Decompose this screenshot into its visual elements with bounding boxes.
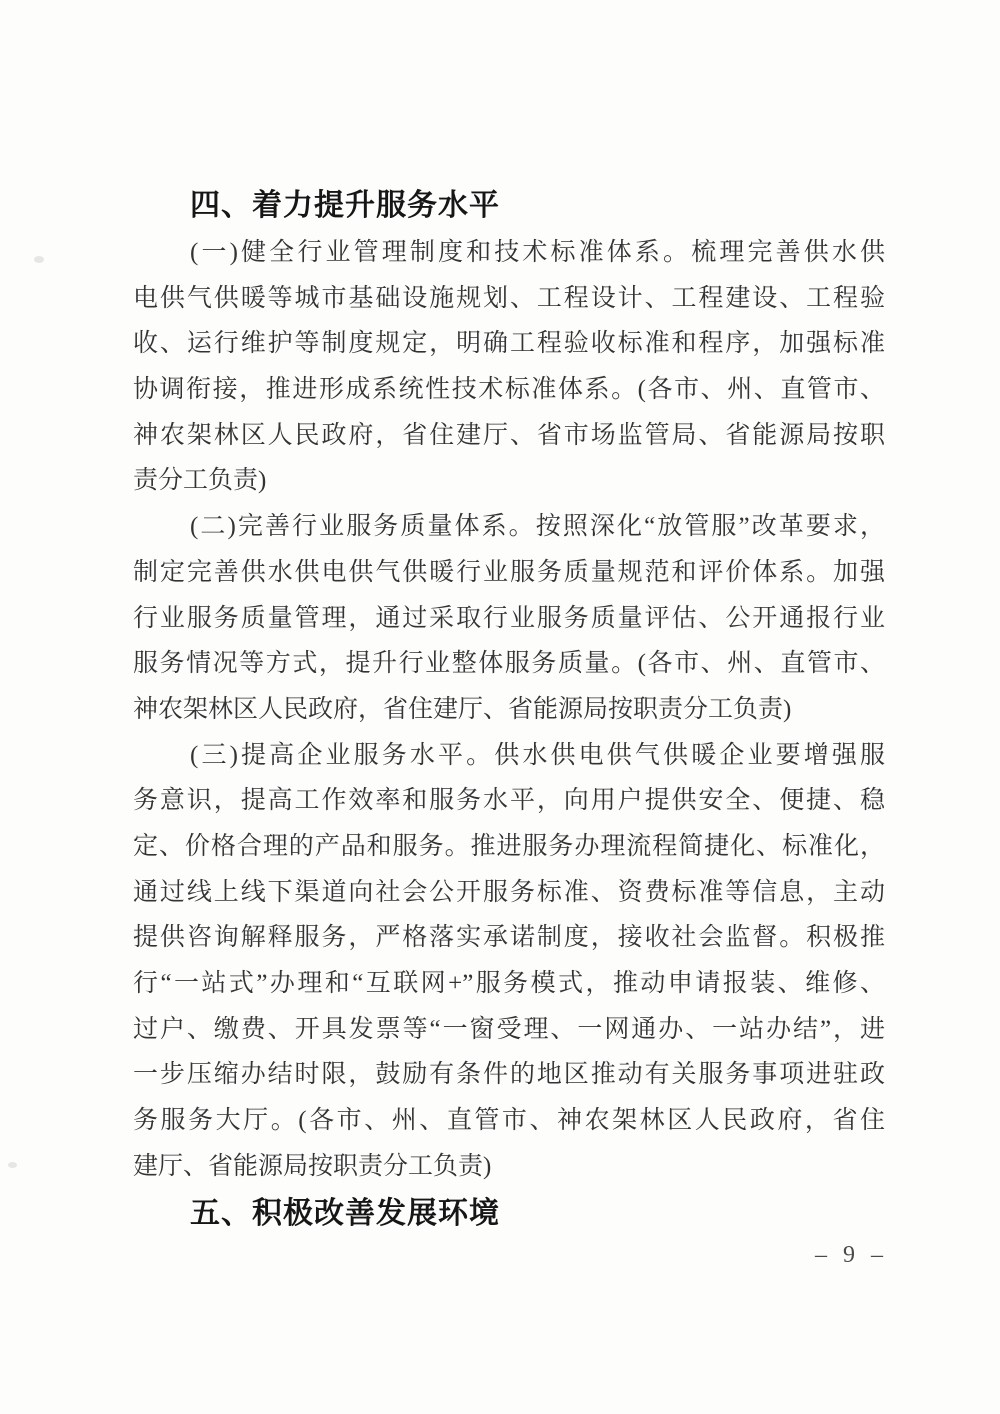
- paragraph-3: [133, 733, 885, 1190]
- text-line: 务服务大厅。(各市、州、直管市、神农架林区人民政府，省住: [133, 1107, 885, 1135]
- text-line: 收、运行维护等制度规定，明确工程验收标准和程序，加强标准: [133, 330, 885, 358]
- text-line: 神农架林区人民政府，省住建厅、省市场监管局、省能源局按职: [133, 421, 885, 449]
- text-line: 电供气供暖等城市基础设施规划、工程设计、工程建设、工程验: [133, 284, 885, 312]
- scan-artifact: [8, 1162, 17, 1168]
- text-line: 定、价格合理的产品和服务。推进服务办理流程简捷化、标准化，: [133, 832, 885, 860]
- text-line: 服务情况等方式，提升行业整体服务质量。(各市、州、直管市、: [133, 650, 885, 678]
- text-line: 协调衔接，推进形成系统性技术标准体系。(各市、州、直管市、: [133, 376, 885, 404]
- text-line: 提供咨询解释服务，严格落实承诺制度，接收社会监督。积极推: [133, 924, 885, 952]
- text-line: 建厅、省能源局按职责分工负责): [133, 1152, 492, 1180]
- page-number: – 9 –: [815, 1242, 888, 1268]
- text-line: 过户、缴费、开具发票等“一窗受理、一网通办、一站办结”，进: [133, 1015, 885, 1043]
- text-line: (一)健全行业管理制度和技术标准体系。梳理完善供水供: [190, 239, 885, 266]
- document-body: [133, 181, 885, 1238]
- section-heading-5: 五、积极改善发展环境: [190, 1197, 500, 1231]
- paragraph-1: [133, 230, 885, 504]
- text-line: 行业服务质量管理，通过采取行业服务质量评估、公开通报行业: [133, 604, 885, 632]
- text-line: (二)完善行业服务质量体系。按照深化“放管服”改革要求，: [190, 513, 885, 541]
- text-line: 行“一站式”办理和“互联网+”服务模式，推动申请报装、维修、: [133, 970, 885, 997]
- text-line: 神农架林区人民政府，省住建厅、省能源局按职责分工负责): [133, 695, 792, 723]
- text-line: 制定完善供水供电供气供暖行业服务质量规范和评价体系。加强: [133, 558, 885, 586]
- scan-artifact: [34, 256, 44, 263]
- text-line: 通过线上线下渠道向社会公开服务标准、资费标准等信息，主动: [133, 878, 885, 906]
- text-line: 务意识，提高工作效率和服务水平，向用户提供安全、便捷、稳: [133, 787, 885, 815]
- section-heading-4: 四、着力提升服务水平: [190, 189, 500, 222]
- text-line: 责分工负责): [133, 467, 267, 495]
- text-line: (三)提高企业服务水平。供水供电供气供暖企业要增强服: [190, 741, 885, 769]
- text-line: 一步压缩办结时限，鼓励有条件的地区推动有关服务事项进驻政: [133, 1061, 885, 1089]
- paragraph-2: [133, 504, 885, 732]
